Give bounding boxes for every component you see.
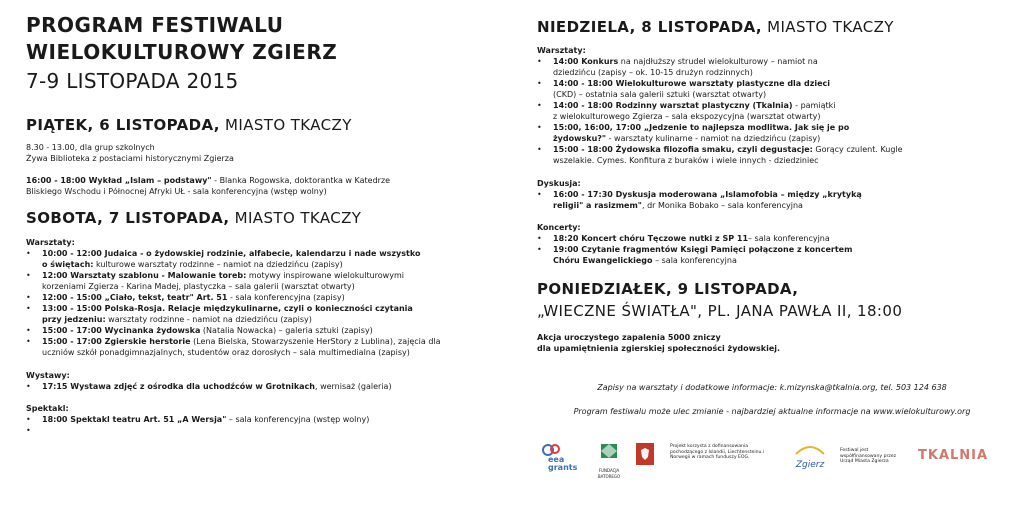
batory-label: FUNDACJA BATOREGO bbox=[597, 468, 621, 479]
list-item: • 15:00 - 17:00 Wycinanka żydowska (Natalia Nowacka) – galeria sztuki (zapisy) bbox=[26, 325, 496, 336]
monday-heading: PONIEDZIAŁEK, 9 LISTOPADA, bbox=[537, 280, 799, 298]
sunday-discussion-list bbox=[537, 189, 1007, 211]
left-column bbox=[26, 0, 496, 425]
list-item: • 17:15 Wystawa zdjęć z ośrodka dla uchodźców w Grotnikach, wernisaż (galeria) bbox=[26, 381, 496, 392]
poland-emblem-logo bbox=[632, 440, 662, 472]
sunday-discussion-label: Dyskusja: bbox=[537, 179, 581, 188]
list-item: • 10:00 - 12:00 Judaica - o żydowskiej rodzinie, alfabecie, kalendarzu i nade wszystko o świętach: kulturowe warsztaty rodzinne – namiot na dziedzińcu (zapisy) bbox=[26, 248, 496, 270]
list-item: • 18:00 Spektakl teatru Art. 51 „A Wersja" – sala konferencyjna (wstęp wolny) bbox=[26, 414, 496, 425]
program-note: Program festiwalu może ulec zmianie - najbardziej aktualne informacje na www.wielokulturowy.org bbox=[573, 407, 971, 416]
monday-action: Akcja uroczystego zapalenia 5000 zniczy dla upamiętnienia zgierskiej społeczności żydowskiej. bbox=[537, 333, 781, 353]
title-line-1: PROGRAM FESTIWALU bbox=[26, 13, 284, 37]
list-item: • 15:00 - 18:00 Żydowska filozofia smaku, czyli degustacje: Gorący czulent. Kugle wszelakie. Cymes. Konfitura z buraków i wiele innych - dziedziniec bbox=[537, 144, 1007, 166]
right-column bbox=[537, 0, 1007, 354]
eea-grants-label: eea grants bbox=[548, 455, 578, 472]
emblem-icon bbox=[632, 440, 658, 470]
list-item: • 14:00 - 18:00 Rodzinny warsztat plastyczny (Tkalnia) - pamiątki z wielokulturowego Zgierza – sala ekspozycyjna (warsztat otwarty) bbox=[537, 100, 1007, 122]
city-funding-text: Festiwal jest współfinansowany przez Urząd Miasta Zgierza bbox=[840, 448, 897, 464]
sunday-concerts-list bbox=[537, 233, 1007, 266]
zgierz-logo bbox=[790, 440, 830, 472]
monday-place: „WIECZNE ŚWIATŁA", PL. JANA PAWŁA II, 18:00 bbox=[537, 302, 903, 320]
saturday-workshops-list bbox=[26, 248, 496, 358]
sunday-concerts-label: Koncerty: bbox=[537, 223, 581, 232]
title-line-2: WIELOKULTUROWY ZGIERZ bbox=[26, 40, 338, 64]
tkalnia-logo bbox=[918, 440, 998, 472]
list-item: • 12:00 Warsztaty szablonu - Malowanie toreb: motywy inspirowane wielokulturowymi korzeniami Zgierza - Karina Madej, plastyczka – sala galerii (warsztat otwarty) bbox=[26, 270, 496, 292]
list-item: • 15:00, 16:00, 17:00 „Jedzenie to najlepsza modlitwa. Jak się je po żydowsku?" - warsztaty kulinarne - namiot na dziedzińcu (zapisy) bbox=[537, 122, 1007, 144]
sunday-workshops-list bbox=[537, 56, 1007, 166]
list-item: • 18:20 Koncert chóru Tęczowe nutki z SP 11– sala konferencyjna bbox=[537, 233, 1007, 244]
friday-block-2: 16:00 - 18:00 Wykład „Islam – podstawy" - Blanka Rogowska, doktorantka w Katedrze Bliskiego Wschodu i Północnej Afryki UŁ - sala konferencyjna (wstęp wolny) bbox=[26, 176, 391, 196]
batory-icon bbox=[593, 440, 625, 464]
list-item: • 13:00 - 15:00 Polska-Rosja. Relacje międzykulinarne, czyli o konieczności czytania przy jedzeniu: warsztaty rodzinne - namiot na dziedzińcu (zapisy) bbox=[26, 303, 496, 325]
zgierz-sun-icon bbox=[790, 440, 830, 456]
signup-info: Zapisy na warsztaty i dodatkowe informacje: k.mizynska@tkalnia.org, tel. 503 124 638 bbox=[597, 383, 947, 392]
project-funding-text: Projekt korzysta z dofinansowania pochodzącego z Islandii, Liechtensteinu i Norwegii w ramach funduszy EOG. bbox=[670, 444, 765, 460]
list-item: • 14:00 - 18:00 Wielokulturowe warsztaty plastyczne dla dzieci (CKD) – ostatnia sala galerii sztuki (warsztat otwarty) bbox=[537, 78, 1007, 100]
list-item: • 14:00 Konkurs na najdłuższy strudel wielokulturowy – namiot na dziedzińcu (zapisy – ok. 10-15 drużyn rodzinnych) bbox=[537, 56, 1007, 78]
list-item: • 16:00 - 17:30 Dyskusja moderowana „Islamofobia – między „krytyką religii" a rasizmem", dr Monika Bobako – sala konferencyjna bbox=[537, 189, 1007, 211]
saturday-exhibits-label: Wystawy: bbox=[26, 371, 70, 380]
saturday-workshops-label: Warsztaty: bbox=[26, 238, 75, 247]
festival-dates: 7-9 LISTOPADA 2015 bbox=[26, 69, 239, 93]
friday-heading: PIĄTEK, 6 LISTOPADA, MIASTO TKACZY bbox=[26, 116, 352, 134]
friday-block-1: 8.30 - 13.00, dla grup szkolnych Żywa Biblioteka z postaciami historycznymi Zgierza bbox=[26, 143, 234, 163]
batory-logo bbox=[593, 440, 625, 479]
tkalnia-label: TKALNIA bbox=[918, 448, 989, 463]
list-item: • 19:00 Czytanie fragmentów Księgi Pamięci połączone z koncertem Chóru Ewangelickiego – sala konferencyjna bbox=[537, 244, 1007, 266]
saturday-heading: SOBOTA, 7 LISTOPADA, MIASTO TKACZY bbox=[26, 209, 362, 227]
sunday-workshops-label: Warsztaty: bbox=[537, 46, 586, 55]
zgierz-label: Zgierz bbox=[795, 460, 825, 470]
list-item: • 15:00 - 17:00 Zgierskie herstorie (Lena Bielska, Stowarzyszenie HerStory z Lublina), zajęcia dla uczniów szkół ponadgimnazjalnych, studentów oraz dorosłych – sala multimedialna (zapisy) bbox=[26, 336, 496, 358]
list-item: • 12:00 - 15:00 „Ciało, tekst, teatr" Art. 51 - sala konferencyjna (zapisy) bbox=[26, 292, 496, 303]
saturday-shows-list bbox=[26, 414, 496, 425]
saturday-exhibits-list bbox=[26, 381, 496, 392]
eea-grants-logo bbox=[540, 440, 588, 472]
sunday-heading: NIEDZIELA, 8 LISTOPADA, MIASTO TKACZY bbox=[537, 18, 894, 36]
saturday-shows-label: Spektakl: bbox=[26, 404, 69, 413]
